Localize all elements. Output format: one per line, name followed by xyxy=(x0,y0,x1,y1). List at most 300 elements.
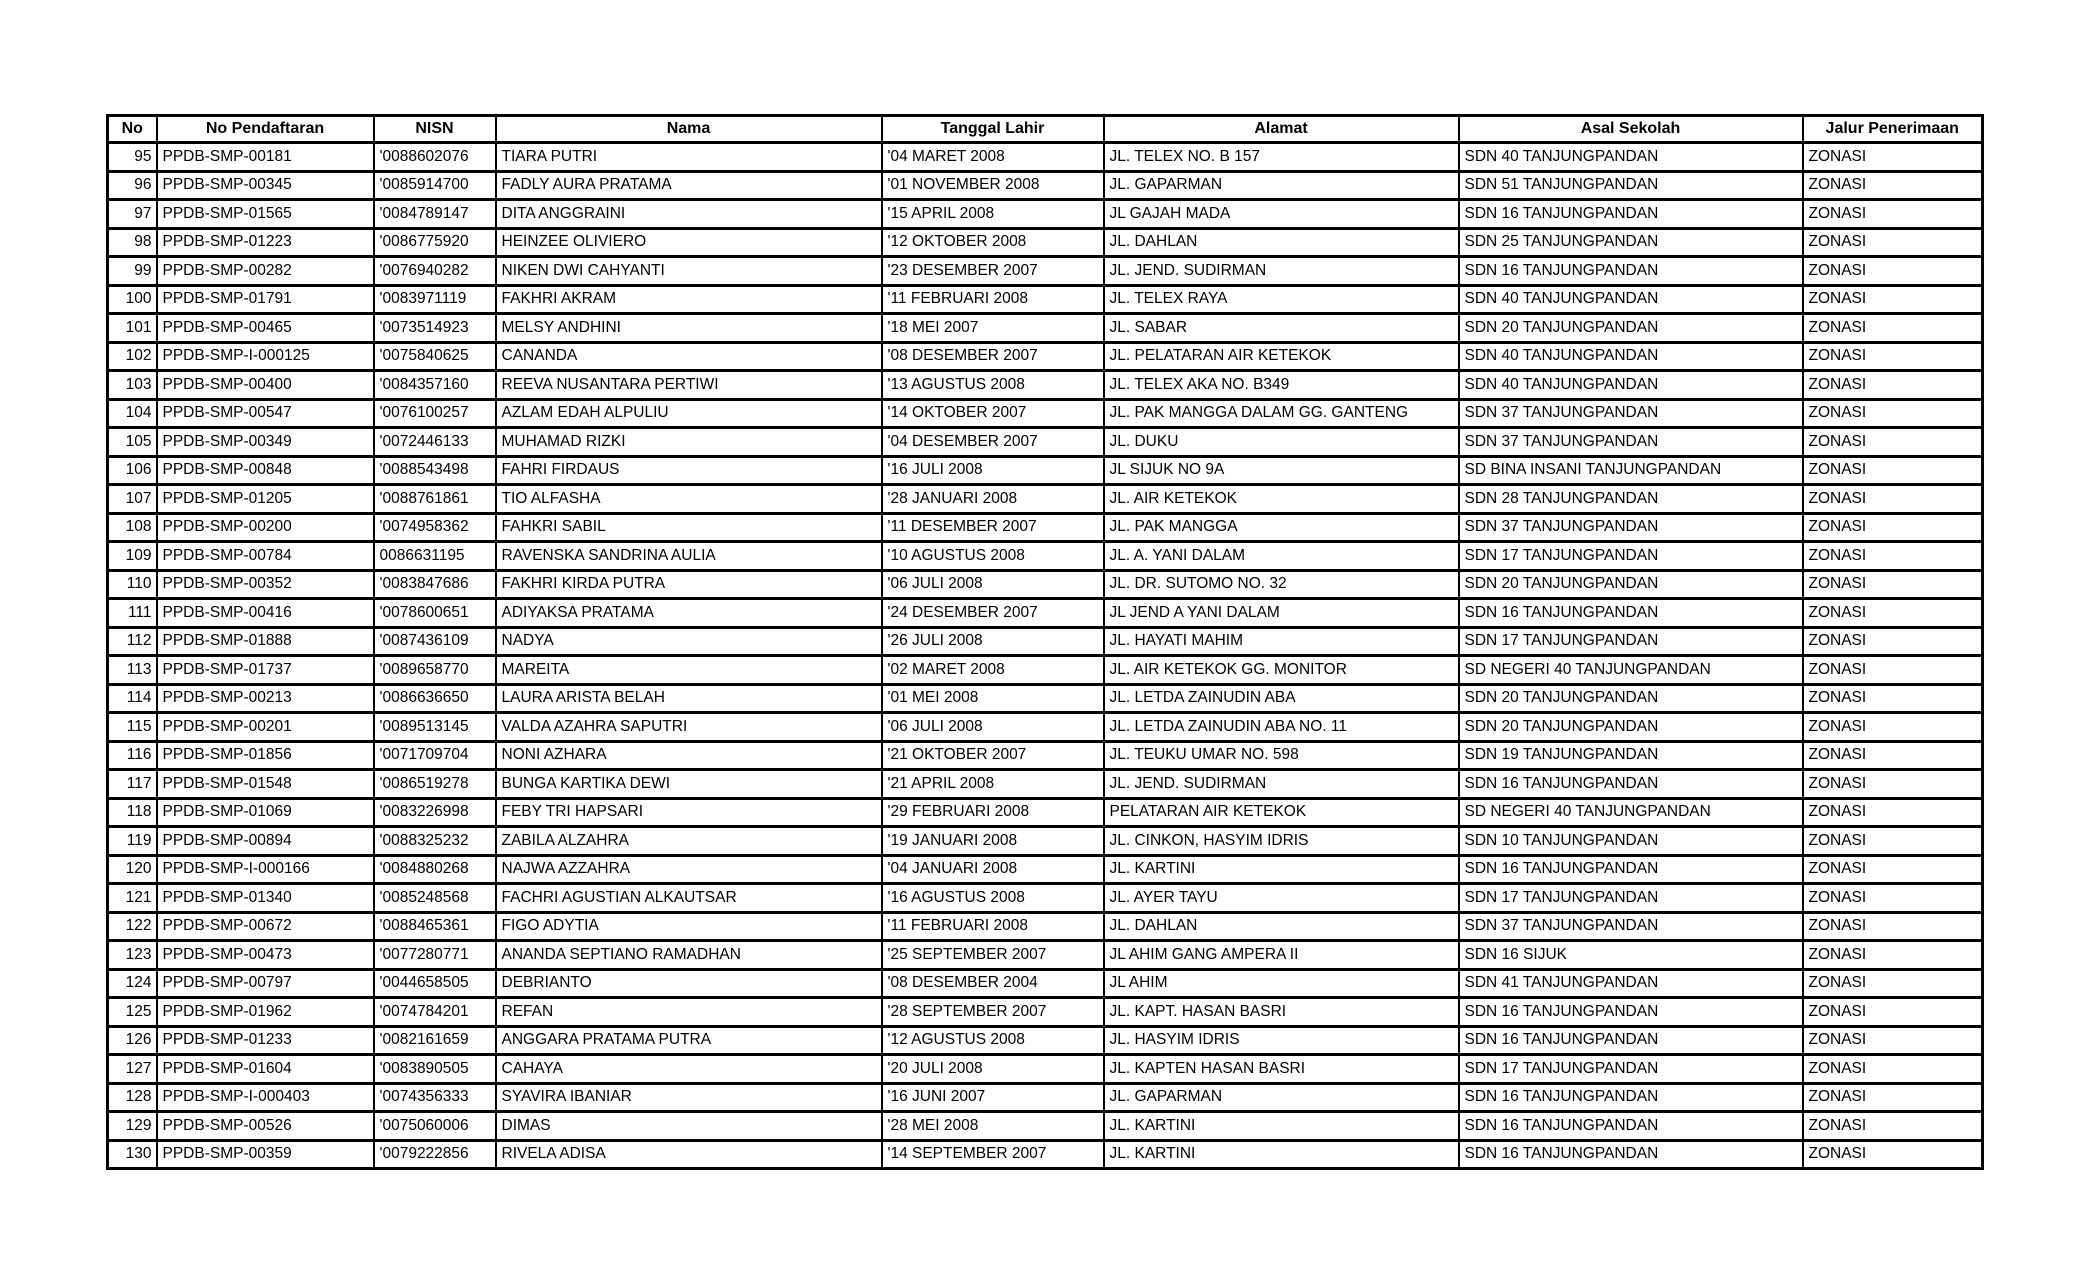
table-row xyxy=(108,741,1983,770)
cell-no-pendaftaran: PPDB-SMP-00359 xyxy=(157,1140,374,1169)
cell-tanggal-lahir: '21 OKTOBER 2007 xyxy=(882,741,1104,770)
table-body xyxy=(108,143,1983,1169)
cell-no-pendaftaran: PPDB-SMP-00400 xyxy=(157,371,374,400)
cell-nama: LAURA ARISTA BELAH xyxy=(496,684,882,713)
cell-nama: NONI AZHARA xyxy=(496,741,882,770)
cell-nama: RAVENSKA SANDRINA AULIA xyxy=(496,542,882,571)
table-row xyxy=(108,912,1983,941)
cell-alamat: JL. DR. SUTOMO NO. 32 xyxy=(1104,570,1459,599)
table-row xyxy=(108,485,1983,514)
cell-jalur-penerimaan: ZONASI xyxy=(1803,485,1983,514)
cell-tanggal-lahir: '01 NOVEMBER 2008 xyxy=(882,171,1104,200)
cell-nisn: '0087436109 xyxy=(374,627,496,656)
cell-asal-sekolah: SDN 16 TANJUNGPANDAN xyxy=(1459,998,1803,1027)
cell-alamat: JL. TELEX NO. B 157 xyxy=(1104,143,1459,172)
cell-alamat: JL. AIR KETEKOK GG. MONITOR xyxy=(1104,656,1459,685)
cell-tanggal-lahir: '28 MEI 2008 xyxy=(882,1112,1104,1141)
cell-nisn: '0083226998 xyxy=(374,798,496,827)
cell-asal-sekolah: SDN 51 TANJUNGPANDAN xyxy=(1459,171,1803,200)
cell-nama: VALDA AZAHRA SAPUTRI xyxy=(496,713,882,742)
cell-nisn: '0074784201 xyxy=(374,998,496,1027)
cell-nisn: '0083890505 xyxy=(374,1055,496,1084)
cell-no-pendaftaran: PPDB-SMP-00848 xyxy=(157,456,374,485)
cell-jalur-penerimaan: ZONASI xyxy=(1803,228,1983,257)
cell-no: 116 xyxy=(108,741,157,770)
cell-jalur-penerimaan: ZONASI xyxy=(1803,1055,1983,1084)
table-row xyxy=(108,513,1983,542)
cell-tanggal-lahir: '25 SEPTEMBER 2007 xyxy=(882,941,1104,970)
cell-nisn: '0088325232 xyxy=(374,827,496,856)
header-row xyxy=(108,116,1983,143)
table-row xyxy=(108,428,1983,457)
cell-no: 102 xyxy=(108,342,157,371)
cell-jalur-penerimaan: ZONASI xyxy=(1803,399,1983,428)
cell-asal-sekolah: SDN 40 TANJUNGPANDAN xyxy=(1459,285,1803,314)
cell-jalur-penerimaan: ZONASI xyxy=(1803,1026,1983,1055)
cell-alamat: JL AHIM GANG AMPERA II xyxy=(1104,941,1459,970)
cell-asal-sekolah: SDN 16 SIJUK xyxy=(1459,941,1803,970)
cell-no: 100 xyxy=(108,285,157,314)
table-row xyxy=(108,200,1983,229)
cell-tanggal-lahir: '16 JULI 2008 xyxy=(882,456,1104,485)
table-row xyxy=(108,998,1983,1027)
cell-tanggal-lahir: '24 DESEMBER 2007 xyxy=(882,599,1104,628)
cell-no: 104 xyxy=(108,399,157,428)
cell-no-pendaftaran: PPDB-SMP-01888 xyxy=(157,627,374,656)
cell-no-pendaftaran: PPDB-SMP-01340 xyxy=(157,884,374,913)
table-row xyxy=(108,342,1983,371)
cell-alamat: JL. JEND. SUDIRMAN xyxy=(1104,257,1459,286)
cell-tanggal-lahir: '06 JULI 2008 xyxy=(882,570,1104,599)
cell-alamat: JL. PAK MANGGA xyxy=(1104,513,1459,542)
cell-no: 106 xyxy=(108,456,157,485)
cell-no-pendaftaran: PPDB-SMP-00465 xyxy=(157,314,374,343)
cell-tanggal-lahir: '01 MEI 2008 xyxy=(882,684,1104,713)
table-row xyxy=(108,969,1983,998)
table-row xyxy=(108,713,1983,742)
cell-nisn: '0085248568 xyxy=(374,884,496,913)
cell-no: 114 xyxy=(108,684,157,713)
cell-tanggal-lahir: '15 APRIL 2008 xyxy=(882,200,1104,229)
cell-nama: CAHAYA xyxy=(496,1055,882,1084)
cell-no-pendaftaran: PPDB-SMP-00547 xyxy=(157,399,374,428)
table-row xyxy=(108,371,1983,400)
cell-no: 108 xyxy=(108,513,157,542)
cell-alamat: JL. HAYATI MAHIM xyxy=(1104,627,1459,656)
cell-jalur-penerimaan: ZONASI xyxy=(1803,656,1983,685)
cell-nisn: '0084789147 xyxy=(374,200,496,229)
cell-nama: FAKHRI AKRAM xyxy=(496,285,882,314)
cell-asal-sekolah: SDN 10 TANJUNGPANDAN xyxy=(1459,827,1803,856)
cell-nisn: '0083847686 xyxy=(374,570,496,599)
cell-jalur-penerimaan: ZONASI xyxy=(1803,428,1983,457)
cell-no: 119 xyxy=(108,827,157,856)
cell-asal-sekolah: SDN 20 TANJUNGPANDAN xyxy=(1459,314,1803,343)
cell-alamat: JL. KARTINI xyxy=(1104,855,1459,884)
cell-no: 109 xyxy=(108,542,157,571)
table-row xyxy=(108,855,1983,884)
cell-asal-sekolah: SDN 19 TANJUNGPANDAN xyxy=(1459,741,1803,770)
cell-asal-sekolah: SDN 20 TANJUNGPANDAN xyxy=(1459,570,1803,599)
cell-no-pendaftaran: PPDB-SMP-01737 xyxy=(157,656,374,685)
cell-jalur-penerimaan: ZONASI xyxy=(1803,827,1983,856)
cell-no: 122 xyxy=(108,912,157,941)
cell-tanggal-lahir: '18 MEI 2007 xyxy=(882,314,1104,343)
cell-alamat: JL GAJAH MADA xyxy=(1104,200,1459,229)
cell-jalur-penerimaan: ZONASI xyxy=(1803,285,1983,314)
cell-alamat: JL. AYER TAYU xyxy=(1104,884,1459,913)
cell-no: 112 xyxy=(108,627,157,656)
cell-no-pendaftaran: PPDB-SMP-00181 xyxy=(157,143,374,172)
cell-asal-sekolah: SDN 20 TANJUNGPANDAN xyxy=(1459,684,1803,713)
cell-asal-sekolah: SDN 37 TANJUNGPANDAN xyxy=(1459,428,1803,457)
cell-no: 107 xyxy=(108,485,157,514)
cell-tanggal-lahir: '14 OKTOBER 2007 xyxy=(882,399,1104,428)
cell-jalur-penerimaan: ZONASI xyxy=(1803,342,1983,371)
cell-nama: DIMAS xyxy=(496,1112,882,1141)
cell-no-pendaftaran: PPDB-SMP-I-000125 xyxy=(157,342,374,371)
cell-asal-sekolah: SDN 40 TANJUNGPANDAN xyxy=(1459,342,1803,371)
cell-no: 129 xyxy=(108,1112,157,1141)
cell-alamat: JL. HASYIM IDRIS xyxy=(1104,1026,1459,1055)
cell-alamat: JL. TELEX RAYA xyxy=(1104,285,1459,314)
cell-no-pendaftaran: PPDB-SMP-01548 xyxy=(157,770,374,799)
cell-tanggal-lahir: '29 FEBRUARI 2008 xyxy=(882,798,1104,827)
table-row xyxy=(108,171,1983,200)
cell-nisn: '0071709704 xyxy=(374,741,496,770)
cell-asal-sekolah: SDN 40 TANJUNGPANDAN xyxy=(1459,371,1803,400)
cell-no: 101 xyxy=(108,314,157,343)
cell-no-pendaftaran: PPDB-SMP-00526 xyxy=(157,1112,374,1141)
cell-no: 105 xyxy=(108,428,157,457)
cell-jalur-penerimaan: ZONASI xyxy=(1803,599,1983,628)
cell-no-pendaftaran: PPDB-SMP-00200 xyxy=(157,513,374,542)
cell-no: 120 xyxy=(108,855,157,884)
cell-alamat: JL. LETDA ZAINUDIN ABA xyxy=(1104,684,1459,713)
cell-no: 121 xyxy=(108,884,157,913)
cell-no: 128 xyxy=(108,1083,157,1112)
cell-tanggal-lahir: '04 JANUARI 2008 xyxy=(882,855,1104,884)
cell-jalur-penerimaan: ZONASI xyxy=(1803,1083,1983,1112)
table-row xyxy=(108,1140,1983,1169)
cell-asal-sekolah: SDN 16 TANJUNGPANDAN xyxy=(1459,1083,1803,1112)
cell-asal-sekolah: SDN 37 TANJUNGPANDAN xyxy=(1459,513,1803,542)
cell-tanggal-lahir: '19 JANUARI 2008 xyxy=(882,827,1104,856)
cell-no: 118 xyxy=(108,798,157,827)
cell-tanggal-lahir: '12 OKTOBER 2008 xyxy=(882,228,1104,257)
column-header-nisn: NISN xyxy=(374,116,496,143)
cell-alamat: JL. PELATARAN AIR KETEKOK xyxy=(1104,342,1459,371)
cell-asal-sekolah: SDN 16 TANJUNGPANDAN xyxy=(1459,1140,1803,1169)
cell-tanggal-lahir: '04 MARET 2008 xyxy=(882,143,1104,172)
cell-nama: DITA ANGGRAINI xyxy=(496,200,882,229)
cell-no-pendaftaran: PPDB-SMP-01233 xyxy=(157,1026,374,1055)
cell-no: 110 xyxy=(108,570,157,599)
cell-no: 97 xyxy=(108,200,157,229)
cell-asal-sekolah: SDN 16 TANJUNGPANDAN xyxy=(1459,200,1803,229)
cell-asal-sekolah: SDN 40 TANJUNGPANDAN xyxy=(1459,143,1803,172)
table-row xyxy=(108,143,1983,172)
cell-nisn: '0082161659 xyxy=(374,1026,496,1055)
cell-asal-sekolah: SDN 28 TANJUNGPANDAN xyxy=(1459,485,1803,514)
cell-jalur-penerimaan: ZONASI xyxy=(1803,855,1983,884)
cell-nama: REFAN xyxy=(496,998,882,1027)
table-row xyxy=(108,570,1983,599)
cell-nisn: 0086631195 xyxy=(374,542,496,571)
cell-jalur-penerimaan: ZONASI xyxy=(1803,570,1983,599)
table-row xyxy=(108,684,1983,713)
cell-asal-sekolah: SDN 16 TANJUNGPANDAN xyxy=(1459,770,1803,799)
cell-tanggal-lahir: '11 FEBRUARI 2008 xyxy=(882,912,1104,941)
cell-no: 111 xyxy=(108,599,157,628)
cell-asal-sekolah: SDN 37 TANJUNGPANDAN xyxy=(1459,912,1803,941)
cell-nama: FAHRI FIRDAUS xyxy=(496,456,882,485)
cell-jalur-penerimaan: ZONASI xyxy=(1803,912,1983,941)
cell-asal-sekolah: SDN 16 TANJUNGPANDAN xyxy=(1459,257,1803,286)
table-row xyxy=(108,798,1983,827)
cell-nama: CANANDA xyxy=(496,342,882,371)
cell-no-pendaftaran: PPDB-SMP-01069 xyxy=(157,798,374,827)
cell-alamat: JL. AIR KETEKOK xyxy=(1104,485,1459,514)
cell-no-pendaftaran: PPDB-SMP-01223 xyxy=(157,228,374,257)
cell-no-pendaftaran: PPDB-SMP-I-000403 xyxy=(157,1083,374,1112)
cell-alamat: JL. DUKU xyxy=(1104,428,1459,457)
column-header-no-pendaftaran: No Pendaftaran xyxy=(157,116,374,143)
cell-no: 99 xyxy=(108,257,157,286)
cell-asal-sekolah: SD BINA INSANI TANJUNGPANDAN xyxy=(1459,456,1803,485)
cell-alamat: JL. TELEX AKA NO. B349 xyxy=(1104,371,1459,400)
cell-nisn: '0076100257 xyxy=(374,399,496,428)
cell-nama: TIARA PUTRI xyxy=(496,143,882,172)
cell-tanggal-lahir: '13 AGUSTUS 2008 xyxy=(882,371,1104,400)
cell-nama: ZABILA ALZAHRA xyxy=(496,827,882,856)
cell-nisn: '0077280771 xyxy=(374,941,496,970)
table-row xyxy=(108,285,1983,314)
cell-tanggal-lahir: '23 DESEMBER 2007 xyxy=(882,257,1104,286)
cell-no-pendaftaran: PPDB-SMP-I-000166 xyxy=(157,855,374,884)
table-row xyxy=(108,656,1983,685)
cell-nisn: '0088465361 xyxy=(374,912,496,941)
cell-no: 115 xyxy=(108,713,157,742)
cell-alamat: JL. PAK MANGGA DALAM GG. GANTENG xyxy=(1104,399,1459,428)
cell-tanggal-lahir: '08 DESEMBER 2007 xyxy=(882,342,1104,371)
cell-no-pendaftaran: PPDB-SMP-01856 xyxy=(157,741,374,770)
cell-no-pendaftaran: PPDB-SMP-00416 xyxy=(157,599,374,628)
table-row xyxy=(108,257,1983,286)
cell-no: 127 xyxy=(108,1055,157,1084)
cell-jalur-penerimaan: ZONASI xyxy=(1803,770,1983,799)
cell-nisn: '0044658505 xyxy=(374,969,496,998)
cell-nama: ADIYAKSA PRATAMA xyxy=(496,599,882,628)
cell-no: 130 xyxy=(108,1140,157,1169)
cell-no-pendaftaran: PPDB-SMP-00349 xyxy=(157,428,374,457)
cell-nisn: '0075060006 xyxy=(374,1112,496,1141)
table-row xyxy=(108,884,1983,913)
cell-nama: MUHAMAD RIZKI xyxy=(496,428,882,457)
cell-tanggal-lahir: '08 DESEMBER 2004 xyxy=(882,969,1104,998)
cell-nisn: '0085914700 xyxy=(374,171,496,200)
cell-alamat: JL. DAHLAN xyxy=(1104,228,1459,257)
cell-nisn: '0086519278 xyxy=(374,770,496,799)
cell-tanggal-lahir: '16 AGUSTUS 2008 xyxy=(882,884,1104,913)
cell-jalur-penerimaan: ZONASI xyxy=(1803,171,1983,200)
cell-no-pendaftaran: PPDB-SMP-00352 xyxy=(157,570,374,599)
cell-no-pendaftaran: PPDB-SMP-01962 xyxy=(157,998,374,1027)
table-row xyxy=(108,399,1983,428)
cell-nama: FADLY AURA PRATAMA xyxy=(496,171,882,200)
cell-nama: FAKHRI KIRDA PUTRA xyxy=(496,570,882,599)
cell-alamat: JL. GAPARMAN xyxy=(1104,171,1459,200)
cell-tanggal-lahir: '16 JUNI 2007 xyxy=(882,1083,1104,1112)
column-header-asal-sekolah: Asal Sekolah xyxy=(1459,116,1803,143)
cell-nisn: '0084357160 xyxy=(374,371,496,400)
cell-nama: MAREITA xyxy=(496,656,882,685)
cell-no-pendaftaran: PPDB-SMP-01205 xyxy=(157,485,374,514)
cell-no: 96 xyxy=(108,171,157,200)
cell-alamat: JL. DAHLAN xyxy=(1104,912,1459,941)
cell-jalur-penerimaan: ZONASI xyxy=(1803,941,1983,970)
cell-tanggal-lahir: '06 JULI 2008 xyxy=(882,713,1104,742)
cell-no-pendaftaran: PPDB-SMP-00797 xyxy=(157,969,374,998)
cell-nisn: '0084880268 xyxy=(374,855,496,884)
cell-no-pendaftaran: PPDB-SMP-01791 xyxy=(157,285,374,314)
cell-jalur-penerimaan: ZONASI xyxy=(1803,143,1983,172)
cell-no-pendaftaran: PPDB-SMP-01604 xyxy=(157,1055,374,1084)
cell-jalur-penerimaan: ZONASI xyxy=(1803,1112,1983,1141)
table-row xyxy=(108,599,1983,628)
cell-tanggal-lahir: '21 APRIL 2008 xyxy=(882,770,1104,799)
cell-nama: AZLAM EDAH ALPULIU xyxy=(496,399,882,428)
table-row xyxy=(108,1112,1983,1141)
cell-jalur-penerimaan: ZONASI xyxy=(1803,513,1983,542)
cell-tanggal-lahir: '14 SEPTEMBER 2007 xyxy=(882,1140,1104,1169)
cell-nisn: '0088543498 xyxy=(374,456,496,485)
cell-alamat: JL JEND A YANI DALAM xyxy=(1104,599,1459,628)
cell-nisn: '0083971119 xyxy=(374,285,496,314)
cell-tanggal-lahir: '20 JULI 2008 xyxy=(882,1055,1104,1084)
cell-jalur-penerimaan: ZONASI xyxy=(1803,998,1983,1027)
cell-no-pendaftaran: PPDB-SMP-00201 xyxy=(157,713,374,742)
column-header-nama: Nama xyxy=(496,116,882,143)
table-row xyxy=(108,228,1983,257)
cell-asal-sekolah: SDN 16 TANJUNGPANDAN xyxy=(1459,1112,1803,1141)
cell-nama: FEBY TRI HAPSARI xyxy=(496,798,882,827)
cell-alamat: PELATARAN AIR KETEKOK xyxy=(1104,798,1459,827)
cell-alamat: JL. SABAR xyxy=(1104,314,1459,343)
cell-tanggal-lahir: '10 AGUSTUS 2008 xyxy=(882,542,1104,571)
cell-nama: MELSY ANDHINI xyxy=(496,314,882,343)
table-row xyxy=(108,941,1983,970)
cell-asal-sekolah: SDN 25 TANJUNGPANDAN xyxy=(1459,228,1803,257)
cell-nama: ANGGARA PRATAMA PUTRA xyxy=(496,1026,882,1055)
cell-nisn: '0076940282 xyxy=(374,257,496,286)
cell-nama: TIO ALFASHA xyxy=(496,485,882,514)
cell-asal-sekolah: SDN 16 TANJUNGPANDAN xyxy=(1459,599,1803,628)
cell-nama: REEVA NUSANTARA PERTIWI xyxy=(496,371,882,400)
column-header-no: No xyxy=(108,116,157,143)
cell-asal-sekolah: SD NEGERI 40 TANJUNGPANDAN xyxy=(1459,656,1803,685)
cell-tanggal-lahir: '28 JANUARI 2008 xyxy=(882,485,1104,514)
cell-jalur-penerimaan: ZONASI xyxy=(1803,200,1983,229)
table-row xyxy=(108,314,1983,343)
cell-no-pendaftaran: PPDB-SMP-00784 xyxy=(157,542,374,571)
cell-nisn: '0075840625 xyxy=(374,342,496,371)
cell-nisn: '0086636650 xyxy=(374,684,496,713)
cell-alamat: JL. TEUKU UMAR NO. 598 xyxy=(1104,741,1459,770)
cell-tanggal-lahir: '02 MARET 2008 xyxy=(882,656,1104,685)
cell-nama: DEBRIANTO xyxy=(496,969,882,998)
cell-no-pendaftaran: PPDB-SMP-00672 xyxy=(157,912,374,941)
cell-jalur-penerimaan: ZONASI xyxy=(1803,969,1983,998)
cell-jalur-penerimaan: ZONASI xyxy=(1803,884,1983,913)
cell-tanggal-lahir: '26 JULI 2008 xyxy=(882,627,1104,656)
cell-jalur-penerimaan: ZONASI xyxy=(1803,314,1983,343)
cell-no: 98 xyxy=(108,228,157,257)
cell-tanggal-lahir: '28 SEPTEMBER 2007 xyxy=(882,998,1104,1027)
column-header-alamat: Alamat xyxy=(1104,116,1459,143)
cell-no: 123 xyxy=(108,941,157,970)
students-table xyxy=(106,114,1984,1170)
cell-no: 117 xyxy=(108,770,157,799)
cell-nisn: '0074958362 xyxy=(374,513,496,542)
table-header xyxy=(108,116,1983,143)
cell-jalur-penerimaan: ZONASI xyxy=(1803,456,1983,485)
cell-nama: HEINZEE OLIVIERO xyxy=(496,228,882,257)
cell-alamat: JL AHIM xyxy=(1104,969,1459,998)
cell-jalur-penerimaan: ZONASI xyxy=(1803,627,1983,656)
cell-nama: FIGO ADYTIA xyxy=(496,912,882,941)
cell-tanggal-lahir: '04 DESEMBER 2007 xyxy=(882,428,1104,457)
cell-no-pendaftaran: PPDB-SMP-00894 xyxy=(157,827,374,856)
table-row xyxy=(108,1055,1983,1084)
cell-tanggal-lahir: '11 DESEMBER 2007 xyxy=(882,513,1104,542)
cell-no: 103 xyxy=(108,371,157,400)
cell-nisn: '0073514923 xyxy=(374,314,496,343)
cell-nama: RIVELA ADISA xyxy=(496,1140,882,1169)
cell-asal-sekolah: SD NEGERI 40 TANJUNGPANDAN xyxy=(1459,798,1803,827)
cell-jalur-penerimaan: ZONASI xyxy=(1803,257,1983,286)
cell-nama: NIKEN DWI CAHYANTI xyxy=(496,257,882,286)
cell-nisn: '0089658770 xyxy=(374,656,496,685)
cell-jalur-penerimaan: ZONASI xyxy=(1803,684,1983,713)
cell-nisn: '0088602076 xyxy=(374,143,496,172)
table-row xyxy=(108,770,1983,799)
cell-nama: NADYA xyxy=(496,627,882,656)
table-row xyxy=(108,627,1983,656)
cell-no-pendaftaran: PPDB-SMP-01565 xyxy=(157,200,374,229)
cell-asal-sekolah: SDN 41 TANJUNGPANDAN xyxy=(1459,969,1803,998)
cell-nama: BUNGA KARTIKA DEWI xyxy=(496,770,882,799)
cell-nama: FAHKRI SABIL xyxy=(496,513,882,542)
cell-alamat: JL. KAPTEN HASAN BASRI xyxy=(1104,1055,1459,1084)
cell-nama: NAJWA AZZAHRA xyxy=(496,855,882,884)
cell-nama: FACHRI AGUSTIAN ALKAUTSAR xyxy=(496,884,882,913)
cell-no: 125 xyxy=(108,998,157,1027)
cell-asal-sekolah: SDN 37 TANJUNGPANDAN xyxy=(1459,399,1803,428)
column-header-tanggal-lahir: Tanggal Lahir xyxy=(882,116,1104,143)
cell-asal-sekolah: SDN 20 TANJUNGPANDAN xyxy=(1459,713,1803,742)
cell-asal-sekolah: SDN 17 TANJUNGPANDAN xyxy=(1459,627,1803,656)
cell-alamat: JL. JEND. SUDIRMAN xyxy=(1104,770,1459,799)
column-header-jalur-penerimaan: Jalur Penerimaan xyxy=(1803,116,1983,143)
cell-tanggal-lahir: '11 FEBRUARI 2008 xyxy=(882,285,1104,314)
cell-jalur-penerimaan: ZONASI xyxy=(1803,1140,1983,1169)
cell-asal-sekolah: SDN 17 TANJUNGPANDAN xyxy=(1459,1055,1803,1084)
cell-jalur-penerimaan: ZONASI xyxy=(1803,741,1983,770)
cell-no-pendaftaran: PPDB-SMP-00282 xyxy=(157,257,374,286)
cell-nisn: '0072446133 xyxy=(374,428,496,457)
cell-no: 124 xyxy=(108,969,157,998)
